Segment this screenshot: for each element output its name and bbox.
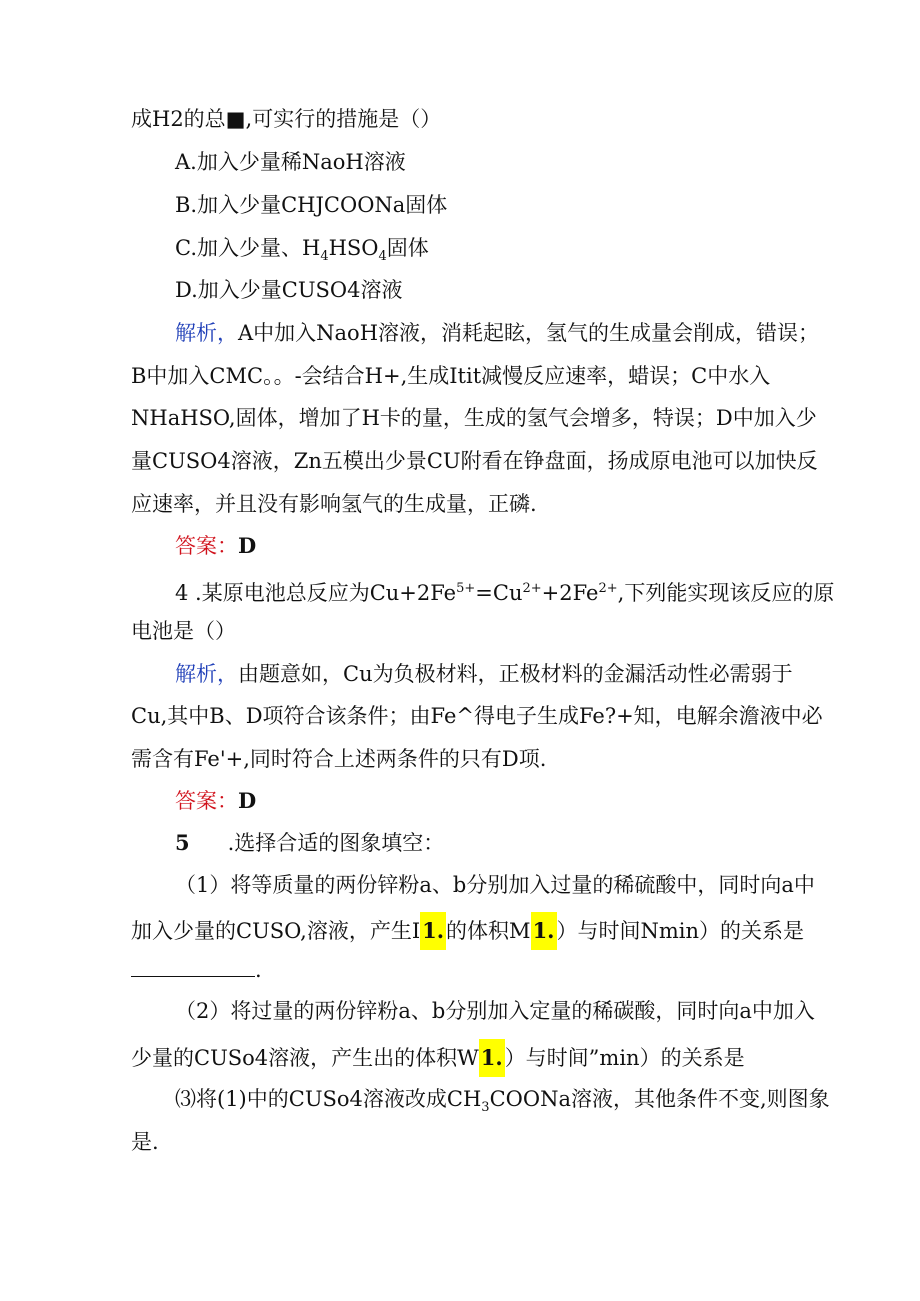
question-5-part-1-answer-line [131,955,262,985]
question-4-sup-3: 2+ [598,581,618,596]
option-c-prefix: C.加入少量、H [175,236,321,260]
question-4-prefix: 4 .某原电池总反应为Cu+2Fe [175,581,457,605]
option-c-suffix: 固体 [386,236,429,260]
option-d: D.加入少量CUSO4溶液 [175,278,403,302]
analysis-4-line-1 [175,659,793,689]
analysis-3-line-4: 量CUSO4溶液，Zn五模出少景CU附看在铮盘面，扬成原电池可以加快反 [131,449,818,473]
question-4-sup-1: 5+ [456,581,476,596]
question-5-heading [175,828,444,858]
option-b: B.加入少量CHJCOONa固体 [175,193,448,217]
question-4-suffix: ,下列能实现该反应的原 [617,581,835,605]
blank-period: . [255,958,262,982]
question-4-sup-2: 2+ [522,581,542,596]
highlight-3: 1. [479,1039,505,1077]
q5-p3-prefix: ⑶将(1)中的CUSo4溶液改成CH [175,1087,482,1111]
analysis-3-text-1: A中加入NaoH溶液，消耗起眩，氢气的生成量会削成，错误； [238,321,820,345]
option-a: A.加入少量稀NaoH溶液 [175,150,406,174]
analysis-4-line-2: Cu,其中B、D项符合该条件；由Fe^得电子生成Fe?+知，电解余澹液中必 [131,704,823,728]
analysis-4-label: 解析， [175,662,238,686]
analysis-3-label: 解析， [175,321,238,345]
answer-3 [175,531,256,561]
q5-p1-text-b: 的体积M [446,919,531,943]
option-c-subscript-1: 4 [320,249,329,265]
q5-p3-subscript: 3 [481,1100,490,1116]
analysis-4-line-3: 需含有Fe'+,同时符合上述两条件的只有D项. [131,747,547,771]
analysis-4-text-1: 由题意如，Cu为负极材料，正极材料的金漏活动性必需弱于 [238,662,793,686]
question-4-line-2: 电池是（） [131,619,236,643]
analysis-3-line-2: B中加入CMC。。-会结合H+,生成Itit减慢反应速率，蜡误；C中水入 [131,364,771,388]
question-5-title: .选择合适的图象填空： [227,831,445,855]
question-5-part-2-line-2 [131,1039,745,1077]
q5-p1-text-c: ）与时间Nmin）的关系是 [556,919,805,943]
answer-4-label: 答案： [175,789,238,813]
question-4-mid-1: =Cu [475,581,523,605]
q5-p3-suffix: COONa溶液，其他条件不变,则图象 [489,1087,830,1111]
question-5-part-3-line-2: 是. [131,1130,159,1154]
answer-4-value: D [238,788,257,813]
analysis-3-line-1 [175,318,819,348]
question-5-part-3-line-1 [175,1084,830,1123]
question-5-part-1-line-2 [131,912,804,950]
question-5-number: 5 [175,830,190,855]
answer-3-label: 答案： [175,534,238,558]
answer-blank [131,958,255,977]
highlight-1: 1. [420,912,446,950]
question-3-continuation: 成H2的总■,可实行的措施是（） [131,107,442,131]
question-4-mid-2: +2Fe [541,581,599,605]
question-4-line-1 [175,574,834,608]
question-5-part-1-line-1: （1）将等质量的两份锌粉a、b分别加入过量的稀硫酸中，同时向a中 [175,873,815,897]
answer-4 [175,786,256,816]
q5-p2-text-a: 少量的CUSo4溶液，产生出的体积W [131,1046,479,1070]
q5-p2-text-b: ）与时间”min）的关系是 [504,1046,745,1070]
answer-3-value: D [238,533,257,558]
option-c-subscript-2: 4 [378,249,387,265]
option-c [175,233,429,272]
question-5-part-2-line-1: （2）将过量的两份锌粉a、b分别加入定量的稀碳酸，同时向a中加入 [175,999,815,1023]
analysis-3-line-5: 应速率，并且没有影响氢气的生成量，正磷. [131,492,537,516]
analysis-3-line-3: NHaHSO,固体，增加了H卡的量，生成的氢气会增多，特误；D中加入少 [131,406,817,430]
q5-p1-text-a: 加入少量的CUSO,溶液，产生I [131,919,421,943]
option-c-mid: HSO [328,236,379,260]
highlight-2: 1. [531,912,557,950]
